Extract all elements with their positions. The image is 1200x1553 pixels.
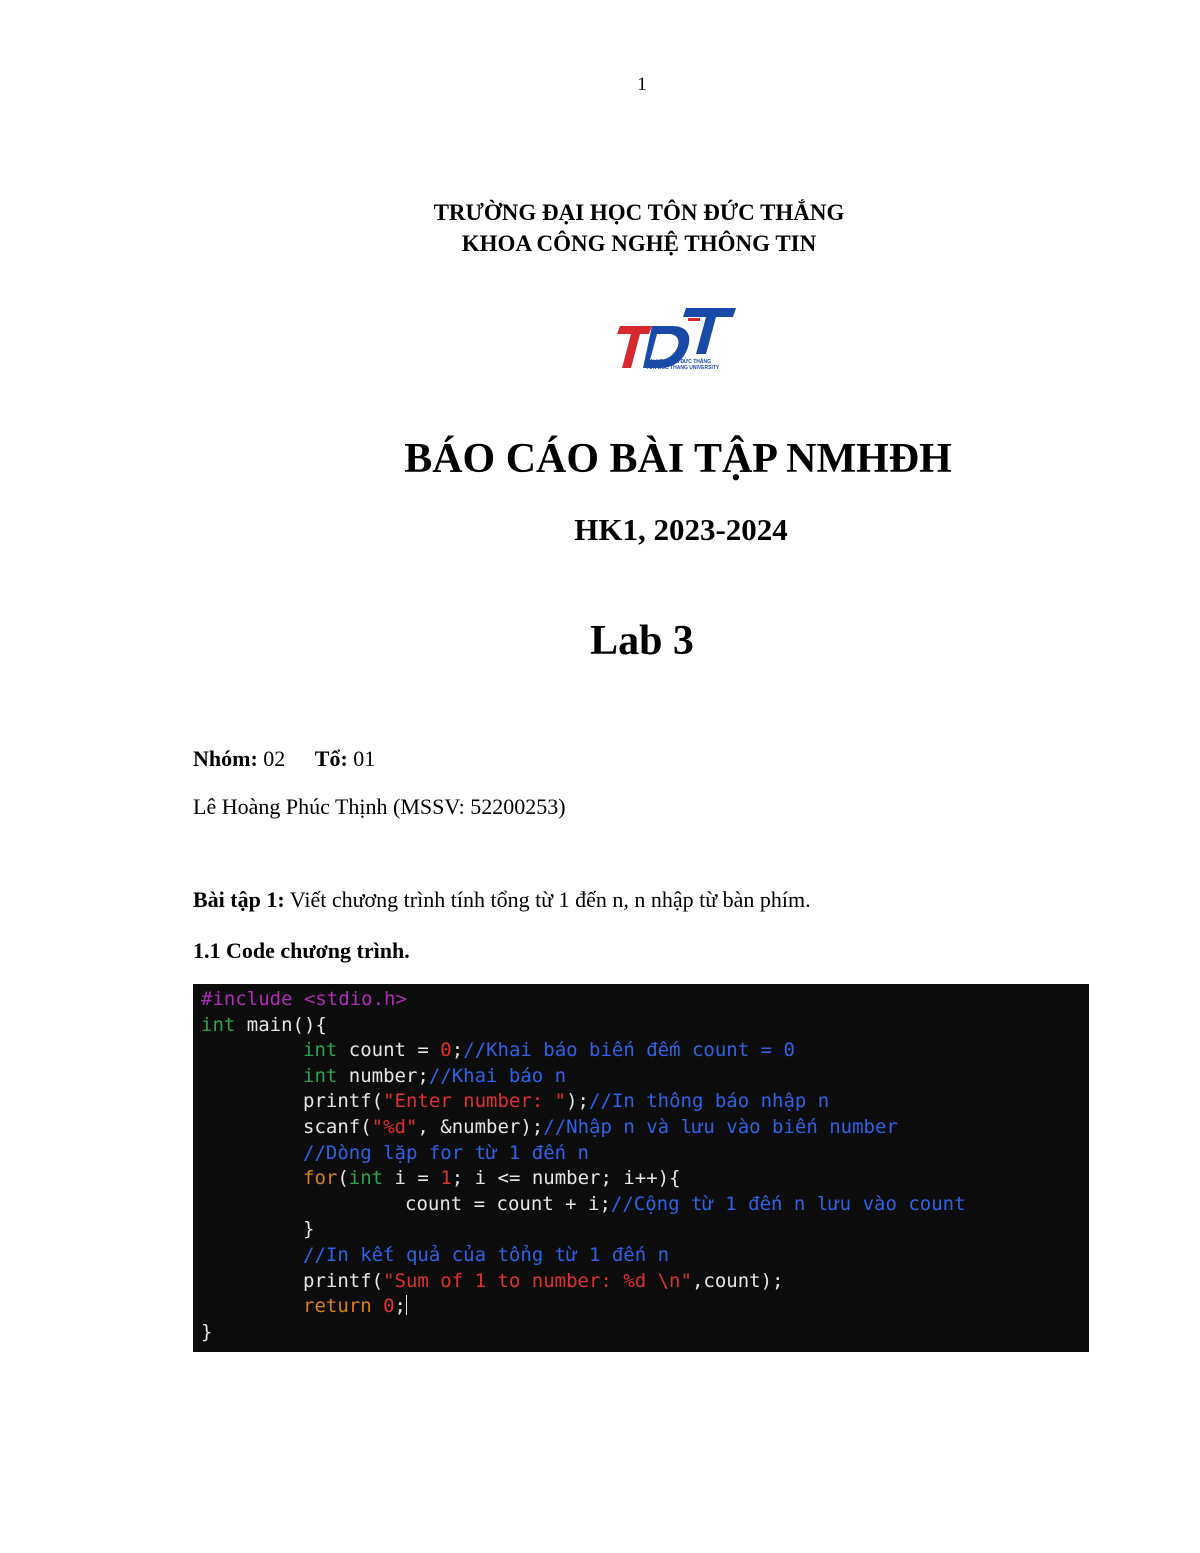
code-token: ; i <= number; i++){ xyxy=(451,1167,681,1190)
code-token: int xyxy=(303,1064,338,1087)
group-label: Nhóm: xyxy=(193,746,258,771)
report-title: BÁO CÁO BÀI TẬP NMHĐH xyxy=(404,436,952,482)
code-line xyxy=(201,1141,1089,1167)
code-screenshot xyxy=(193,984,1089,1352)
code-token: int xyxy=(348,1167,384,1190)
code-token: printf( xyxy=(303,1090,384,1113)
code-token: int xyxy=(303,1039,338,1062)
code-line xyxy=(201,1013,1089,1039)
code-line xyxy=(201,1064,1089,1090)
code-line xyxy=(201,1038,1089,1064)
code-line xyxy=(201,1115,1089,1141)
code-token: //Khai báo biến đếm count = 0 xyxy=(463,1039,795,1062)
section-heading: 1.1 Code chương trình. xyxy=(193,938,410,963)
code-line xyxy=(201,1166,1089,1192)
code-token: } xyxy=(201,1320,213,1343)
code-token: //Khai báo n xyxy=(428,1064,567,1087)
team-label: Tổ: xyxy=(314,746,348,771)
exercise-label: Bài tập 1: xyxy=(193,887,285,912)
code-token: 0 xyxy=(440,1039,452,1062)
logo-letter-t-blue xyxy=(683,308,736,354)
code-token: count = count + i; xyxy=(405,1192,611,1215)
logo-caption-line1: ĐẠI HỌC TÔN ĐỨC THẮNG xyxy=(646,359,711,365)
code-token: } xyxy=(303,1218,315,1241)
logo-accent xyxy=(688,318,700,321)
code-token: //In thông báo nhập n xyxy=(589,1090,830,1113)
team-value: 01 xyxy=(353,746,376,771)
semester: HK1, 2023-2024 xyxy=(574,512,788,547)
code-token: 0 xyxy=(383,1295,395,1318)
code-token: main(){ xyxy=(235,1013,327,1036)
university-logo xyxy=(612,302,738,376)
logo-caption-line2: TON DUC THANG UNIVERSITY xyxy=(646,365,720,371)
exercise-text: Viết chương trình tính tổng từ 1 đến n, n nhập từ bàn phím. xyxy=(289,887,811,912)
code-line xyxy=(201,1217,1089,1243)
lab-title: Lab 3 xyxy=(590,618,694,664)
code-line xyxy=(201,1089,1089,1115)
code-token: for xyxy=(303,1167,338,1190)
code-token: ; xyxy=(394,1295,406,1318)
code-token: "Enter number: " xyxy=(383,1090,567,1113)
code-token: return xyxy=(303,1295,372,1318)
code-token xyxy=(372,1295,383,1317)
code-line xyxy=(201,1320,1089,1346)
group-value: 02 xyxy=(263,746,286,771)
code-token: ); xyxy=(566,1090,589,1113)
code-token: scanf( xyxy=(303,1115,372,1138)
exercise-statement xyxy=(193,887,811,913)
page-number: 1 xyxy=(637,74,647,95)
code-token: ,count); xyxy=(691,1269,784,1292)
code-token: "%d" xyxy=(371,1115,418,1138)
faculty-name: KHOA CÔNG NGHỆ THÔNG TIN xyxy=(461,231,817,256)
code-token: count = xyxy=(337,1039,441,1062)
code-line xyxy=(201,1294,1089,1320)
code-token: //Dòng lặp for từ 1 đến n xyxy=(303,1141,589,1164)
code-token: int xyxy=(201,1013,236,1036)
code-token: //Cộng từ 1 đến n lưu vào count xyxy=(610,1192,966,1215)
code-line xyxy=(201,1269,1089,1295)
university-name: TRƯỜNG ĐẠI HỌC TÔN ĐỨC THẮNG xyxy=(433,200,845,225)
group-info xyxy=(193,746,375,772)
code-line xyxy=(201,1192,1089,1218)
code-token: i = xyxy=(383,1167,441,1190)
code-token: #include <stdio.h> xyxy=(201,988,407,1010)
code-token: //In kết quả của tổng từ 1 đến n xyxy=(303,1243,670,1266)
code-token: printf( xyxy=(303,1269,384,1292)
code-token: , &number); xyxy=(417,1115,544,1138)
text-caret xyxy=(406,1295,407,1315)
code-token: "Sum of 1 to number: %d \n" xyxy=(383,1269,692,1292)
code-line xyxy=(201,1243,1089,1269)
code-token: number; xyxy=(337,1064,429,1087)
student-info: Lê Hoàng Phúc Thịnh (MSSV: 52200253) xyxy=(193,794,566,819)
code-token: 1 xyxy=(440,1167,452,1190)
code-token: ( xyxy=(337,1167,349,1190)
code-token: ; xyxy=(451,1039,464,1062)
code-line xyxy=(201,987,1089,1013)
code-token: //Nhập n và lưu vào biến number xyxy=(543,1115,898,1138)
